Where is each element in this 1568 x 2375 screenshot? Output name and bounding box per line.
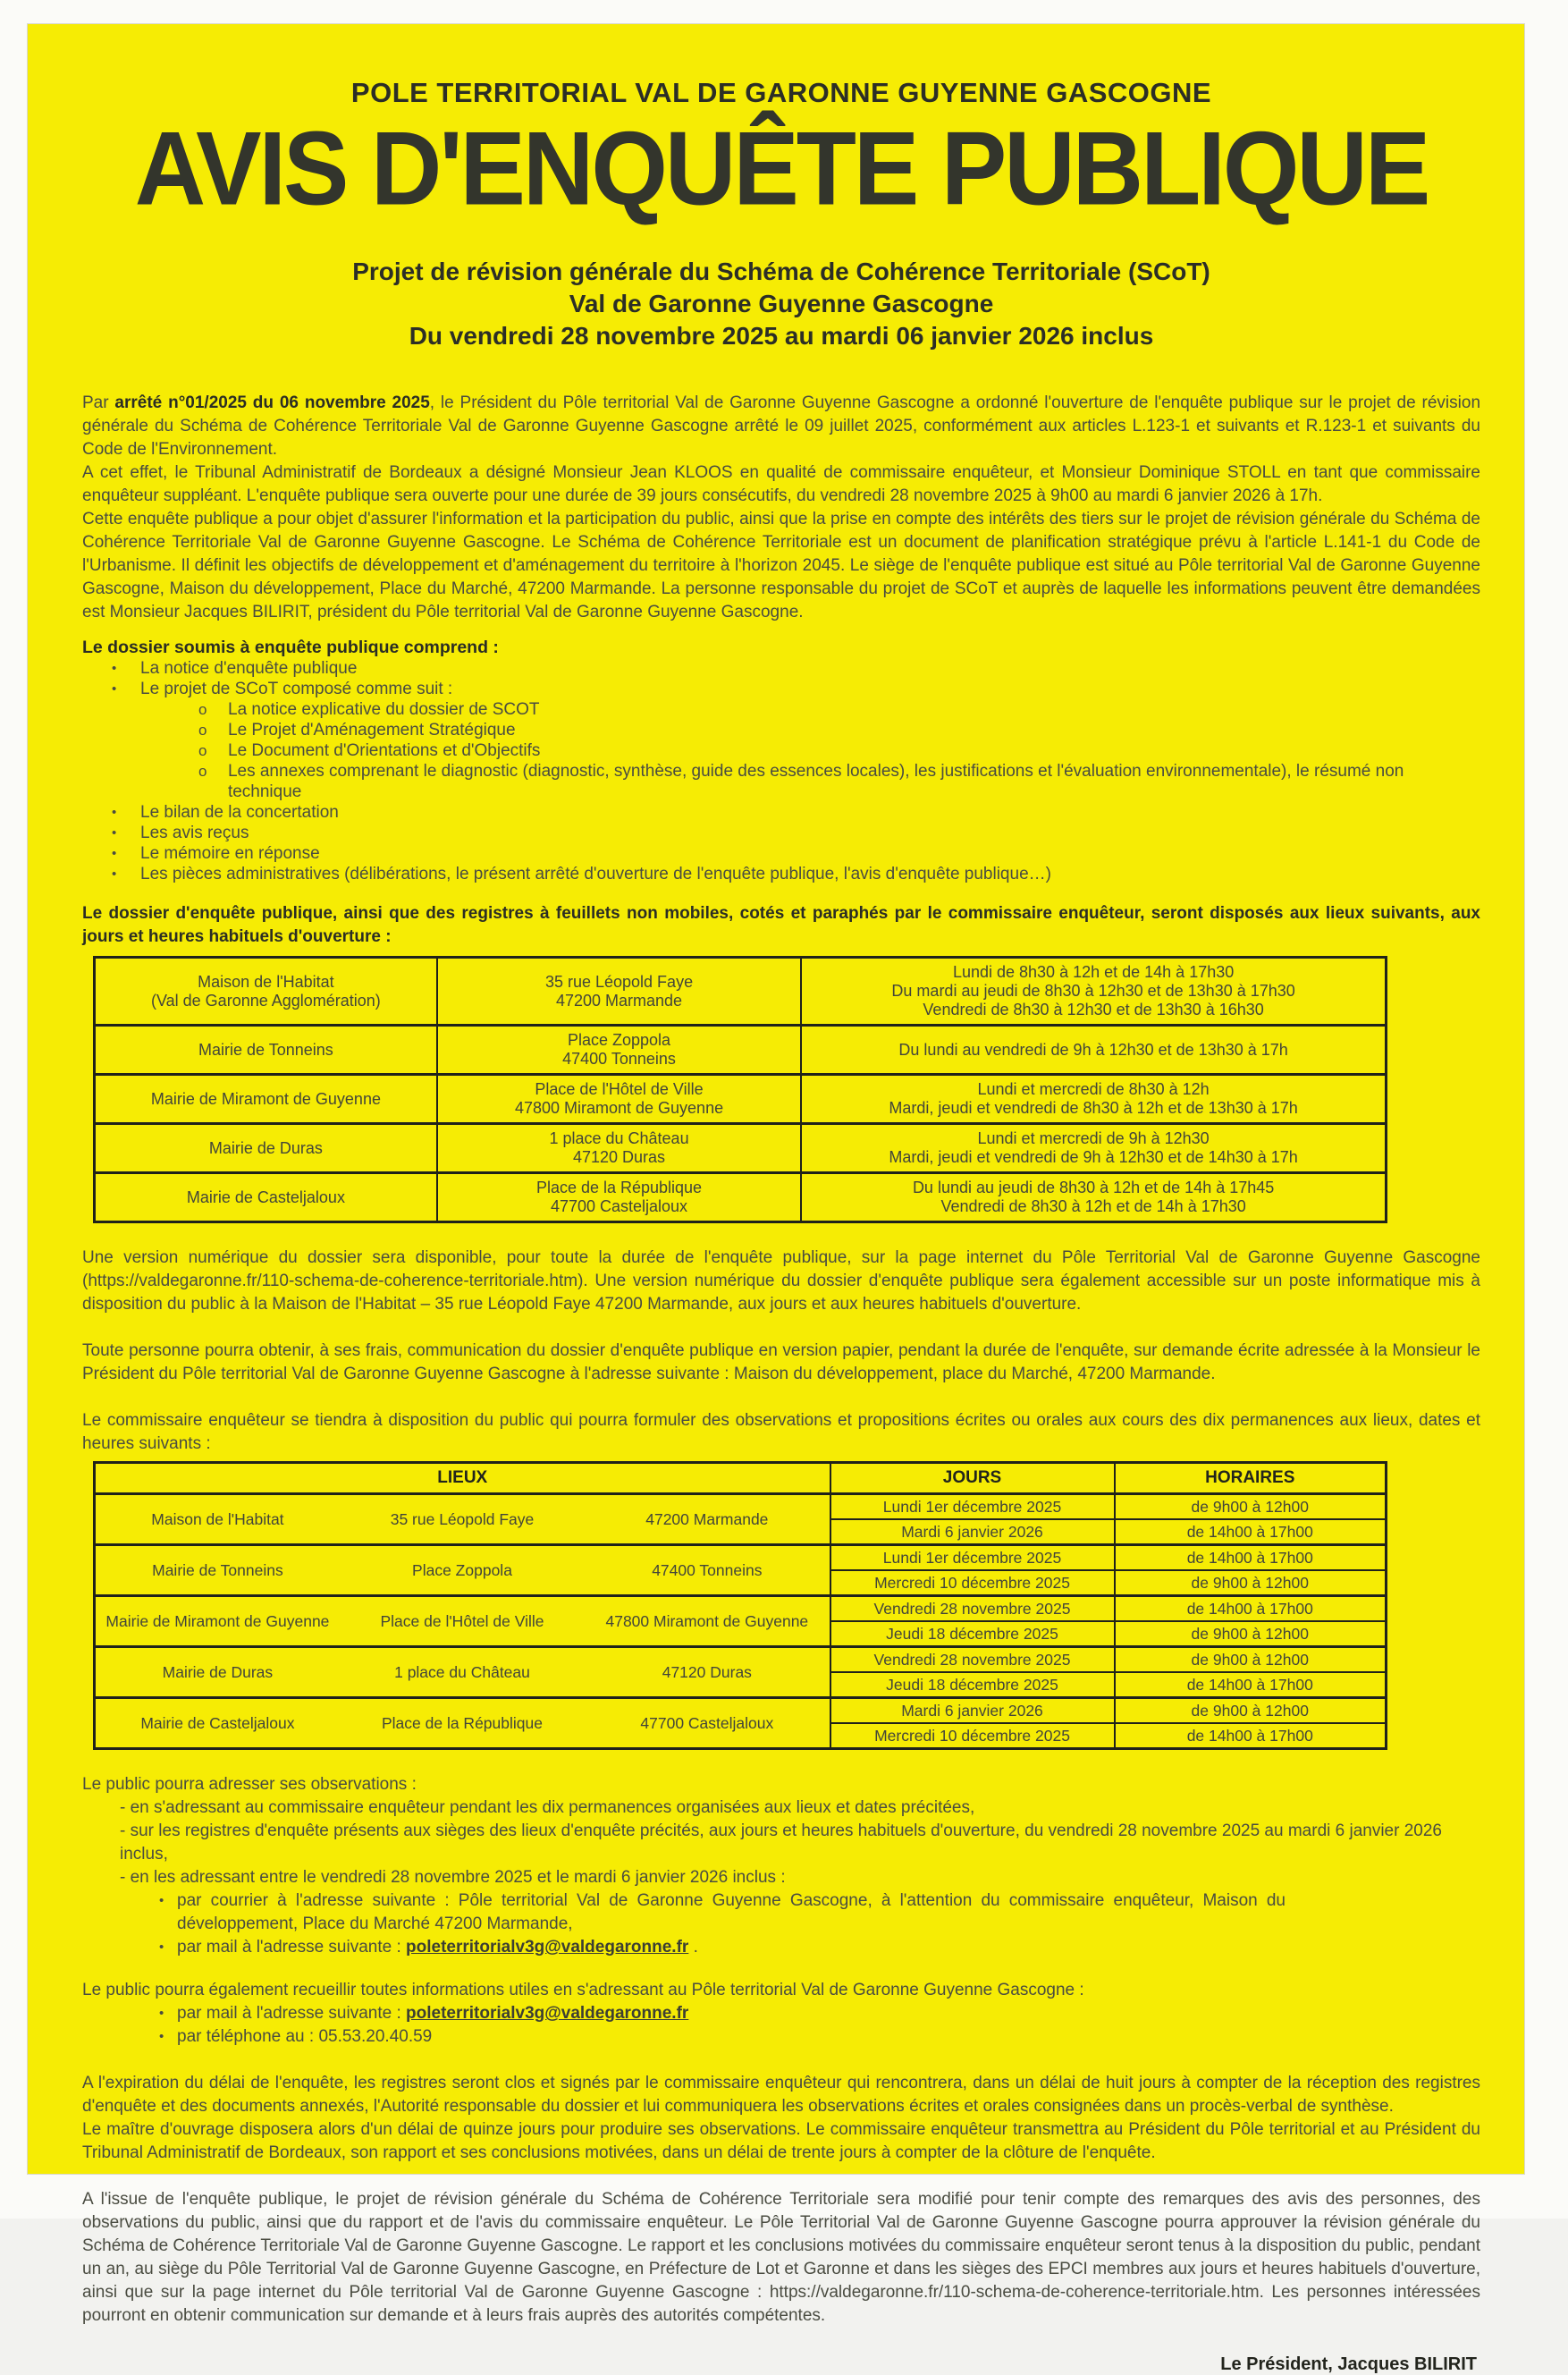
venue-city: 47200 Marmande	[555, 991, 683, 1010]
list-item	[82, 761, 1480, 802]
session-day-cell: Lundi 1er décembre 2025	[830, 1494, 1115, 1520]
observations-heading: Le public pourra adresser ses observations :	[82, 1775, 417, 1795]
list-item-label: Le Projet d'Aménagement Stratégique	[228, 721, 516, 740]
depot-table-intro: Le dossier d'enquête publique, ainsi que des registres à feuillets non mobiles, cotés et paraphés par le commissaire enquêteur, seront disposés aux lieux suivants, aux jours et heures habituels d'ouverture :	[82, 904, 1480, 947]
bullet-icon: •	[112, 681, 117, 697]
digital-version-paragraph: Une version numérique du dossier sera disponible, pour toute la durée de l'enquête publique, sur la page internet du Pôle Territorial Val de Garonne Guyenne Gascogne (https://valdegaronne.fr/110-schema-de-coherence-territoriale.htm). Une version numérique du dossier d'enquête publique sera également accessible sur un poste informatique mis à disposition du public à la Maison de l'Habitat – 35 rue Léopold Faye 47200 Marmande, aux jours et aux heures habituels d'ouverture.	[82, 1248, 1480, 1314]
venue-city-cell: 47800 Miramont de Guyenne	[585, 1596, 830, 1647]
bullet-icon: •	[112, 866, 117, 883]
phone-number: par téléphone au : 05.53.20.40.59	[177, 2027, 433, 2047]
venue-name: Mairie de Casteljaloux	[186, 1188, 345, 1206]
venue-address-cell: Place Zoppola	[340, 1545, 585, 1596]
hours-line: Lundi et mercredi de 8h30 à 12h	[977, 1080, 1210, 1099]
venue-name-cell	[95, 958, 437, 1026]
hours-line: Vendredi de 8h30 à 12h30 et de 13h30 à 16h30	[923, 1001, 1264, 1019]
session-time-cell: de 14h00 à 17h00	[1115, 1723, 1387, 1749]
list-item-label: Le Document d'Orientations et d'Objectifs	[228, 741, 541, 761]
hours-line: Du lundi au vendredi de 9h à 12h30 et de 13h30 à 17h	[898, 1040, 1288, 1059]
session-day-cell: Mardi 6 janvier 2026	[830, 1698, 1115, 1724]
hours-line: Mardi, jeudi et vendredi de 9h à 12h30 et de 14h30 à 17h	[889, 1148, 1298, 1167]
venue-name: Mairie de Duras	[208, 1138, 323, 1157]
closing-issue-paragraph: A l'issue de l'enquête publique, le projet de révision générale du Schéma de Cohérence Territoriale sera modifié pour tenir compte des remarques des avis des personnes, des observations du public, ainsi que du rapport et de l'avis du commissaire enquêteur. Le Pôle Territorial Val de Garonne Guyenne Gascogne pourra approuver la révision générale du Schéma de Cohérence Territoriale Val de Garonne Guyenne Gascogne. Le rapport et les conclusions motivées du commissaire enquêteur seront tenus à la disposition du public, pendant un an, au siège du Pôle Territorial Val de Garonne Guyenne Gascogne, en Préfecture de Lot et Garonne et dans les sièges des EPCI membres aux jours et heures habituels d'ouverture, ainsi que sur la page internet du Pôle territorial Val de Garonne Guyenne Gascogne : https://valdegaronne.fr/110-schema-de-coherence-territoriale.htm. Les personnes intéressées pourront en obtenir communication sur demande et à leurs frais auprès des autorités compétentes.	[82, 2190, 1480, 2326]
table-row	[95, 1596, 1387, 1622]
session-time-cell: de 14h00 à 17h00	[1115, 1672, 1387, 1698]
table-row	[95, 1075, 1387, 1124]
list-item	[82, 699, 1480, 720]
infos-heading: Le public pourra également recueillir toutes informations utiles en s'adressant au Pôle territorial Val de Garonne Guyenne Gascogne :	[82, 1981, 1084, 2000]
venue-address-cell	[437, 958, 801, 1026]
hours-line: Du lundi au jeudi de 8h30 à 12h et de 14h à 17h45	[912, 1179, 1275, 1197]
dossier-section	[82, 637, 1480, 884]
table-row	[95, 1026, 1387, 1075]
infos-section	[82, 1979, 1480, 2049]
session-time-cell: de 9h00 à 12h00	[1115, 1621, 1387, 1647]
list-item	[82, 679, 1480, 699]
list-item-label: Les annexes comprenant le diagnostic (diagnostic, synthèse, guide des essences locales), les justifications et l'évaluation environnementale), le résumé non technique	[227, 762, 1404, 802]
venue-address: Place de la République	[535, 1179, 703, 1197]
intro-p1-lead: Par	[82, 393, 115, 413]
venue-name: Maison de l'Habitat	[198, 972, 334, 991]
email-tail: .	[688, 1938, 698, 1957]
venue-city: 47120 Duras	[572, 1148, 666, 1167]
list-item	[82, 658, 1480, 679]
circle-bullet-icon: o	[198, 763, 207, 781]
venue-address-cell: 1 place du Château	[340, 1647, 585, 1698]
session-day-cell: Vendredi 28 novembre 2025	[830, 1596, 1115, 1622]
hours-line: Mardi, jeudi et vendredi de 8h30 à 12h et de 13h30 à 17h	[889, 1099, 1298, 1118]
column-header-horaires: HORAIRES	[1115, 1463, 1387, 1494]
bullet-icon: •	[159, 2029, 164, 2045]
table-row	[95, 1698, 1387, 1724]
venue-name: Mairie de Miramont de Guyenne	[150, 1089, 381, 1108]
venue-hours-cell	[801, 1173, 1386, 1222]
list-item-label: Le mémoire en réponse	[140, 844, 320, 864]
hours-line: Du mardi au jeudi de 8h30 à 12h30 et de 13h30 à 17h30	[891, 982, 1295, 1001]
list-item	[82, 740, 1480, 761]
venue-address-cell	[437, 1075, 801, 1124]
venue-city-cell: 47120 Duras	[585, 1647, 830, 1698]
hours-line: Lundi et mercredi de 9h à 12h30	[977, 1129, 1210, 1148]
venue-name-cell: Mairie de Tonneins	[95, 1545, 340, 1596]
venue-name-line2: (Val de Garonne Agglomération)	[150, 991, 381, 1010]
observations-section	[82, 1773, 1480, 1959]
venue-address: Place de l'Hôtel de Ville	[535, 1080, 704, 1099]
venue-hours-cell	[801, 958, 1386, 1026]
session-time-cell: de 9h00 à 12h00	[1115, 1698, 1387, 1724]
session-day-cell: Vendredi 28 novembre 2025	[830, 1647, 1115, 1673]
venue-city-cell: 47200 Marmande	[585, 1494, 830, 1545]
venue-name-cell: Mairie de Miramont de Guyenne	[95, 1596, 340, 1647]
venue-address: 1 place du Château	[549, 1129, 689, 1148]
circle-bullet-icon: o	[198, 722, 207, 740]
list-item-label: Le projet de SCoT composé comme suit :	[140, 680, 453, 699]
intro-paragraph-3: Cette enquête publique a pour objet d'assurer l'information et la participation du public, ainsi que la prise en compte des intérêts des tiers sur le projet de révision générale du Schéma de Cohérence Territoriale Val de Garonne Guyenne Gascogne. Le Schéma de Cohérence Territoriale est un document de planification stratégique prévu à l'article L.141-1 du Code de l'Urbanisme. Il définit les objectifs de développement et d'aménagement du territoire à l'horizon 2045. Le siège de l'enquête publique est situé au Pôle territorial Val de Garonne Guyenne Gascogne, Maison du développement, Place du Marché, 47200 Marmande. La personne responsable du projet de SCoT et auprès de laquelle les informations peuvent être demandées est Monsieur Jacques BILIRIT, président du Pôle territorial Val de Garonne Guyenne Gascogne.	[82, 510, 1480, 622]
column-header-jours: JOURS	[830, 1463, 1115, 1494]
email-link[interactable]: poleterritorialv3g@valdegaronne.fr	[406, 2004, 689, 2024]
notice-sheet	[27, 23, 1525, 2375]
organization-name: POLE TERRITORIAL VAL DE GARONNE GUYENNE GASCOGNE	[350, 77, 1212, 108]
email-text	[177, 1936, 698, 1959]
table-row	[95, 1173, 1387, 1222]
venue-name-cell	[95, 1075, 437, 1124]
paper-version-paragraph: Toute personne pourra obtenir, à ses frais, communication du dossier d'enquête publique en version papier, pendant la durée de l'enquête, sur demande écrite adressée à la Monsieur le Président du Pôle territorial Val de Garonne Guyenne Gascogne à l'adresse suivante : Maison du développement, place du Marché, 47200 Marmande.	[82, 1341, 1480, 1384]
email-text	[177, 2002, 688, 2025]
observation-item: - sur les registres d'enquête présents aux sièges des lieux d'enquête précités, aux jours et heures habituels d'ouverture, du vendredi 28 novembre 2025 au mardi 6 janvier 2026 inclus,	[120, 1821, 1442, 1864]
email-lead: par mail à l'adresse suivante :	[177, 1938, 407, 1957]
table-row	[95, 958, 1387, 1026]
closing-expiration-paragraph-1: A l'expiration du délai de l'enquête, les registres seront clos et signés par le commissaire enquêteur qui rencontrera, dans un délai de huit jours à compter de la réception des registres d'enquête et des documents annexés, l'Autorité responsable du dossier et lui communiquera les observations écrites et orales consignées dans un procès-verbal de synthèse.	[82, 2074, 1480, 2117]
list-item	[82, 802, 1480, 823]
permanences-intro: Le commissaire enquêteur se tiendra à disposition du public qui pourra formuler des observations et propositions écrites ou orales aux cours des dix permanences aux lieux, dates et heures suivants :	[82, 1411, 1480, 1454]
venue-name-cell: Mairie de Duras	[95, 1647, 340, 1698]
venue-name-cell: Maison de l'Habitat	[95, 1494, 340, 1545]
session-time-cell: de 9h00 à 12h00	[1115, 1494, 1387, 1520]
session-day-cell: Mercredi 10 décembre 2025	[830, 1570, 1115, 1596]
session-day-cell: Mardi 6 janvier 2026	[830, 1519, 1115, 1545]
venue-address: Place Zoppola	[567, 1031, 671, 1050]
bullet-icon: •	[112, 825, 117, 841]
table-row	[95, 1124, 1387, 1173]
session-time-cell: de 9h00 à 12h00	[1115, 1647, 1387, 1673]
page-title: AVIS D'ENQUÊTE PUBLIQUE	[134, 110, 1429, 228]
venue-city: 47400 Tonneins	[562, 1050, 676, 1069]
venue-address-cell	[437, 1173, 801, 1222]
subtitle-block	[82, 256, 1480, 352]
venue-address: 35 rue Léopold Faye	[544, 972, 694, 991]
venue-name-cell	[95, 1026, 437, 1075]
dossier-heading: Le dossier soumis à enquête publique comprend :	[82, 638, 499, 658]
session-time-cell: de 14h00 à 17h00	[1115, 1545, 1387, 1571]
bullet-icon: •	[159, 1893, 164, 1909]
list-item-label: Les pièces administratives (délibérations, le présent arrêté d'ouverture de l'enquête publique, l'avis d'enquête publique…)	[140, 865, 1051, 884]
infos-phone-item	[82, 2025, 1480, 2049]
email-link[interactable]: poleterritorialv3g@valdegaronne.fr	[406, 1938, 689, 1957]
signature: Le Président, Jacques BILIRIT	[1220, 2354, 1477, 2375]
observation-email-item	[82, 1936, 1480, 1959]
venue-address-cell: 35 rue Léopold Faye	[340, 1494, 585, 1545]
list-item	[82, 720, 1480, 740]
list-item-label: Les avis reçus	[140, 824, 249, 843]
venue-hours-cell	[801, 1075, 1386, 1124]
list-item-label: La notice explicative du dossier de SCOT	[228, 700, 540, 720]
bullet-icon: •	[112, 805, 117, 821]
venue-city-cell: 47700 Casteljaloux	[585, 1698, 830, 1749]
table-row	[95, 1647, 1387, 1673]
bullet-icon: •	[112, 846, 117, 862]
observation-item: - en s'adressant au commissaire enquêteur pendant les dix permanences organisées aux lieux et dates précitées,	[120, 1798, 975, 1818]
email-lead: par mail à l'adresse suivante :	[177, 2004, 407, 2024]
session-day-cell: Mercredi 10 décembre 2025	[830, 1723, 1115, 1749]
subtitle-territory: Val de Garonne Guyenne Gascogne	[569, 290, 994, 318]
column-header-lieux: LIEUX	[95, 1463, 830, 1494]
list-item-label: Le bilan de la concertation	[140, 803, 339, 823]
table-header-row	[95, 1463, 1387, 1494]
session-day-cell: Jeudi 18 décembre 2025	[830, 1621, 1115, 1647]
venue-address-cell: Place de l'Hôtel de Ville	[340, 1596, 585, 1647]
list-item	[82, 823, 1480, 843]
table-row	[95, 1494, 1387, 1520]
permanences-table	[93, 1461, 1387, 1750]
hours-line: Lundi de 8h30 à 12h et de 14h à 17h30	[952, 963, 1235, 982]
venue-hours-cell	[801, 1124, 1386, 1173]
session-time-cell: de 14h00 à 17h00	[1115, 1519, 1387, 1545]
arrete-reference: arrêté n°01/2025 du 06 novembre 2025	[114, 393, 430, 413]
circle-bullet-icon: o	[198, 742, 207, 760]
table-row	[95, 1545, 1387, 1571]
intro-paragraph-2: A cet effet, le Tribunal Administratif de Bordeaux a désigné Monsieur Jean KLOOS en qualité de commissaire enquêteur, et Monsieur Dominique STOLL en tant que commissaire enquêteur suppléant. L'enquête publique sera ouverte pour une durée de 39 jours consécutifs, du vendredi 28 novembre 2025 à 9h00 au mardi 6 janvier 2026 à 17h.	[82, 463, 1480, 506]
intro-paragraph-1	[82, 392, 1480, 461]
venue-address-cell	[437, 1026, 801, 1075]
venue-address-cell	[437, 1124, 801, 1173]
venue-city: 47800 Miramont de Guyenne	[514, 1099, 724, 1118]
session-day-cell: Jeudi 18 décembre 2025	[830, 1672, 1115, 1698]
closing-expiration-paragraph-2: Le maître d'ouvrage disposera alors d'un délai de quinze jours pour produire ses observations. Le commissaire enquêteur transmettra au Président du Pôle territorial et au Président du Tribunal Administratif de Bordeaux, son rapport et ses conclusions motivées, dans un délai de trente jours à compter de la clôture de l'enquête.	[82, 2120, 1480, 2163]
venue-name: Mairie de Tonneins	[198, 1040, 333, 1059]
venue-name-cell: Mairie de Casteljaloux	[95, 1698, 340, 1749]
venue-address-cell: Place de la République	[340, 1698, 585, 1749]
list-item	[82, 843, 1480, 864]
observation-mail-courier-item	[82, 1889, 1480, 1936]
session-day-cell: Lundi 1er décembre 2025	[830, 1545, 1115, 1571]
intro-p1-rest: , le Président du Pôle territorial Val de Garonne Guyenne Gascogne a ordonné l'ouverture de l'enquête publique sur le projet de révision générale du Schéma de Cohérence Territoriale Val de Garonne Guyenne Gascogne arrêté le 09 juillet 2025, conformément aux articles L.123-1 et suivants et R.123-1 et suivants du Code de l'Environnement.	[82, 393, 1481, 460]
venue-city: 47700 Casteljaloux	[550, 1197, 688, 1216]
session-time-cell: de 9h00 à 12h00	[1115, 1570, 1387, 1596]
venue-hours-cell	[801, 1026, 1386, 1075]
bullet-icon: •	[159, 1940, 164, 1956]
depot-table	[93, 956, 1387, 1223]
session-time-cell: de 14h00 à 17h00	[1115, 1596, 1387, 1622]
courier-address-text: par courrier à l'adresse suivante : Pôle territorial Val de Garonne Guyenne Gascogne, à l'attention du commissaire enquêteur, Maison du développement, Place du Marché 47200 Marmande,	[177, 1891, 1286, 1934]
list-item	[82, 864, 1480, 884]
observation-item: - en les adressant entre le vendredi 28 novembre 2025 et le mardi 6 janvier 2026 inclus :	[120, 1868, 786, 1888]
hours-line: Vendredi de 8h30 à 12h et de 14h à 17h30	[940, 1197, 1246, 1216]
venue-name-cell	[95, 1124, 437, 1173]
subtitle-dates: Du vendredi 28 novembre 2025 au mardi 06 janvier 2026 inclus	[409, 322, 1154, 351]
circle-bullet-icon: o	[198, 701, 207, 719]
infos-email-item	[82, 2002, 1480, 2025]
venue-name-cell	[95, 1173, 437, 1222]
subtitle-project: Projet de révision générale du Schéma de Cohérence Territoriale (SCoT)	[352, 258, 1210, 286]
list-item-label: La notice d'enquête publique	[140, 659, 358, 679]
bullet-icon: •	[112, 661, 117, 677]
venue-city-cell: 47400 Tonneins	[585, 1545, 830, 1596]
bullet-icon: •	[159, 2006, 164, 2022]
intro-paragraphs	[82, 392, 1480, 624]
